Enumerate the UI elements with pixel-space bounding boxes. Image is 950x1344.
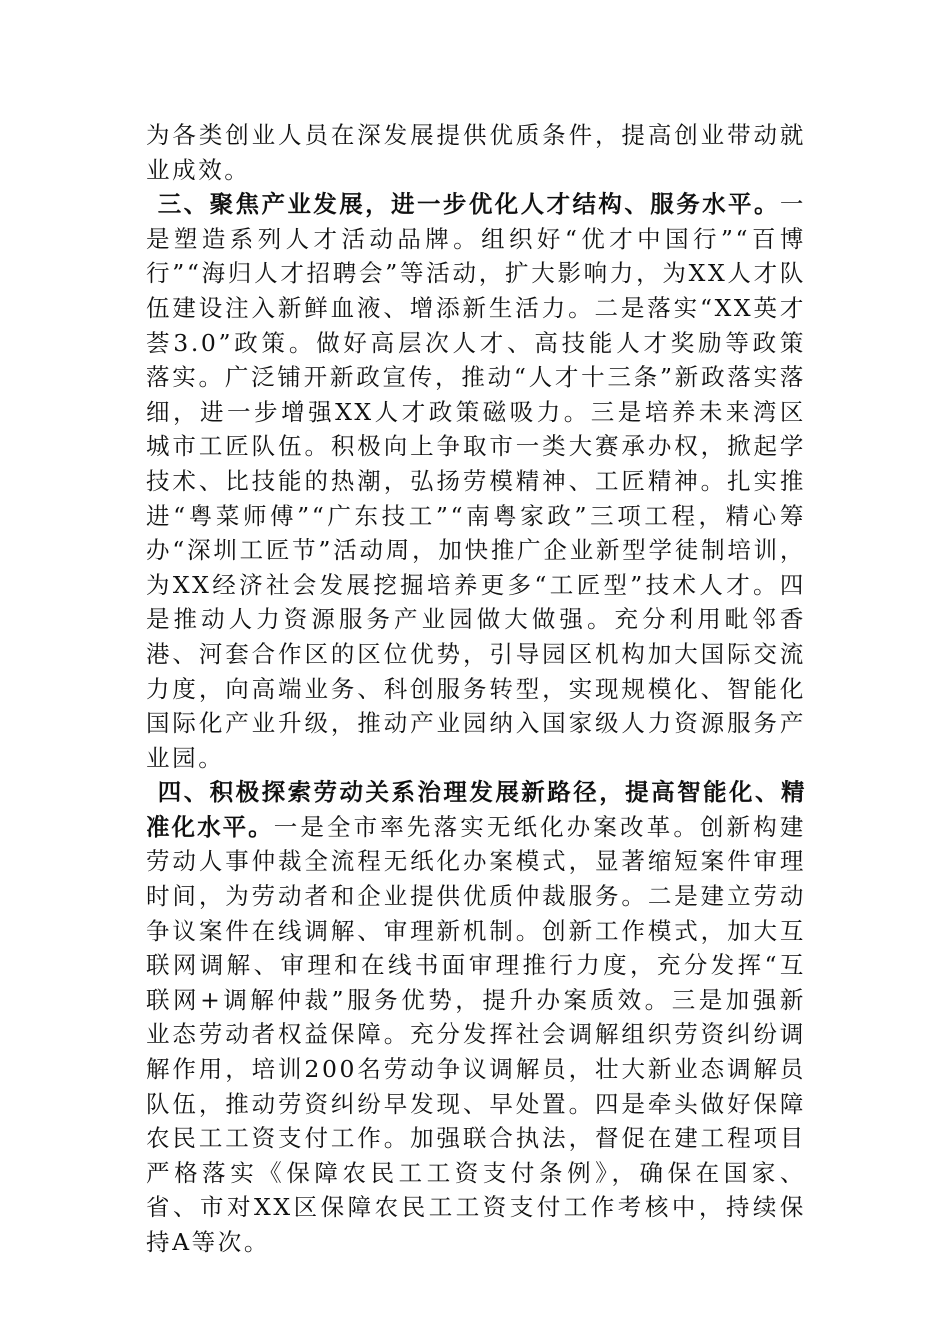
paragraph-section-four	[146, 775, 806, 1259]
section-three-body: 一是塑造系列人才活动品牌。组织好“优才中国行”“百博行”“海归人才招聘会”等活动，扩大影响力，为XX人才队伍建设注入新鲜血液、增添新生活力。二是落实“XX英才荟3.0”政策。做好高层次人才、高技能人才奖励等政策落实。广泛铺开新政宣传，推动“人才十三条”新政落实落细，进一步增强XX人才政策磁吸力。三是培养未来湾区城市工匠队伍。积极向上争取市一类大赛承办权，掀起学技术、比技能的热潮，弘扬劳模精神、工匠精神。扎实推进“粤菜师傅”“广东技工”“南粤家政”三项工程，精心筹办“深圳工匠节”活动周，加快推广企业新型学徒制培训，为XX经济社会发展挖掘培养更多“工匠型”技术人才。四是推动人力资源服务产业园做大做强。充分利用毗邻香港、河套合作区的区位优势，引导园区机构加大国际交流力度，向高端业务、科创服务转型，实现规模化、智能化国际化产业升级，推动产业园纳入国家级人力资源服务产业园。	[146, 190, 806, 772]
paragraph-body: 为各类创业人员在深发展提供优质条件，提高创业带动就业成效。	[146, 121, 806, 184]
document-body	[146, 118, 806, 1260]
section-three-heading: 三、聚焦产业发展，进一步优化人才结构、服务水平。	[157, 190, 780, 219]
paragraph-intro-continuation	[146, 118, 806, 187]
section-four-body: 一是全市率先落实无纸化办案改革。创新构建劳动人事仲裁全流程无纸化办案模式，显著缩短案件审理时间，为劳动者和企业提供优质仲裁服务。二是建立劳动争议案件在线调解、审理新机制。创新工作模式，加大互联网调解、审理和在线书面审理推行力度，充分发挥“互联网+调解仲裁”服务优势，提升办案质效。三是加强新业态劳动者权益保障。充分发挥社会调解组织劳资纠纷调解作用，培训200名劳动争议调解员，壮大新业态调解员队伍，推动劳资纠纷早发现、早处置。四是牵头做好保障农民工工资支付工作。加强联合执法，督促在建工程项目严格落实《保障农民工工资支付条例》，确保在国家、省、市对XX区保障农民工工资支付工作考核中，持续保持A等次。	[146, 812, 807, 1256]
section-four-heading: 四、积极探索劳动关系治理发展新路径，提高智能化、精准化水平。	[146, 778, 806, 841]
paragraph-section-three	[146, 187, 806, 775]
